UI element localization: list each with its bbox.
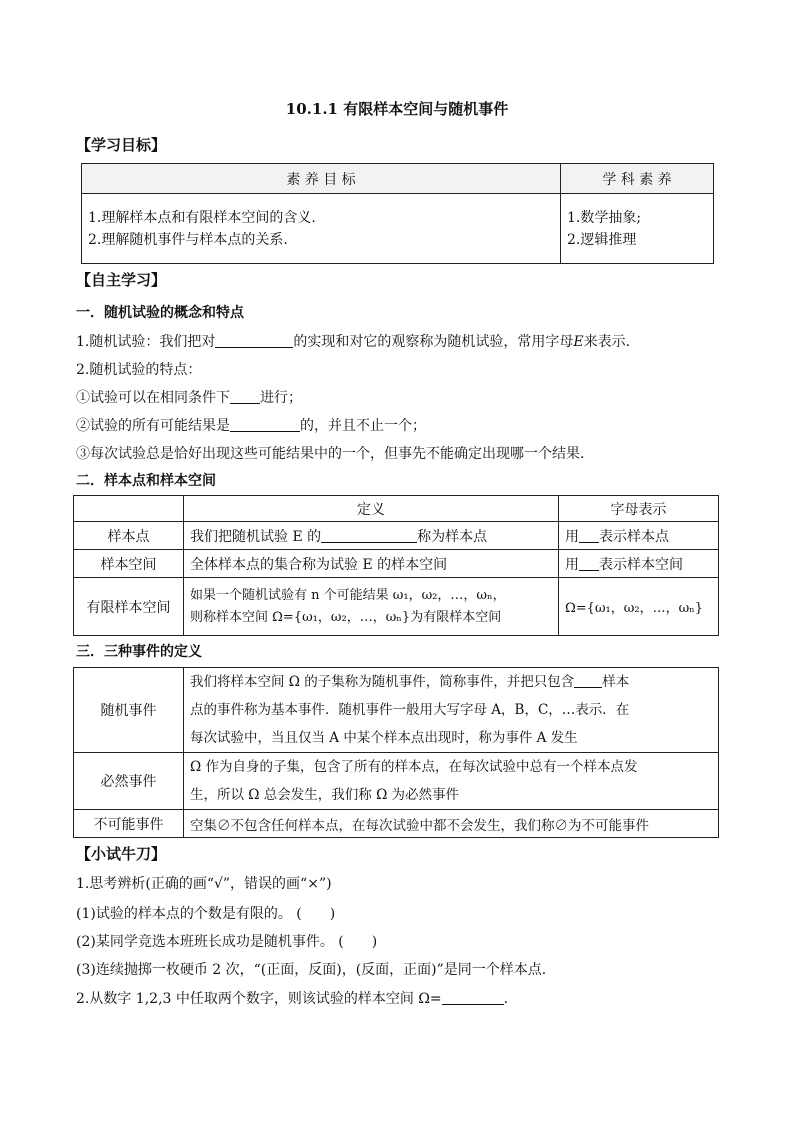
definition-cell: 我们将样本空间 Ω 的子集称为随机事件，简称事件，并把只包含 样本 点的事件称为基本事件．随机事件一般用大写字母 A，B，C，…表示．在 每次试验中，当且仅当 A 中某个样本点出现时，称为事件 A 发生 xyxy=(184,668,719,753)
row-name: 样本点 xyxy=(74,522,184,550)
row-name: 必然事件 xyxy=(74,753,184,810)
section-2-heading: 二．样本点和样本空间 xyxy=(76,473,216,489)
question-1-1: (1)试验的样本点的个数是有限的。 ( ) xyxy=(76,906,336,922)
goals-col-header: 素 养 目 标 xyxy=(82,164,561,194)
fill-blank[interactable] xyxy=(230,389,260,404)
selfstudy-heading: 【自主学习】 xyxy=(76,271,167,289)
symbol-cell: 用 表示样本空间 xyxy=(559,550,719,578)
question-1-3: (3)连续抛掷一枚硬币 2 次，“(正面，反面)，(反面，正面)”是同一个样本点. xyxy=(76,962,547,978)
question-1-2: (2)某同学竞选本班班长成功是随机事件。 ( ) xyxy=(76,934,378,950)
page-title: 10.1.1 有限样本空间与随机事件 xyxy=(285,100,509,118)
literacy-item: 1.数学抽象; xyxy=(567,209,642,226)
definition-cell: 全体样本点的集合称为试验 E 的样本空间 xyxy=(184,550,559,578)
symbol-header: 字母表示 xyxy=(559,496,719,522)
goals-heading: 【学习目标】 xyxy=(76,136,167,154)
symbol-cell: Ω={ω₁，ω₂，…，ωₙ} xyxy=(559,578,719,636)
literacy-cell xyxy=(561,194,714,264)
text-line-1: 1.随机试验：我们把对 的实现和对它的观察称为随机试验，常用字母E来表示. xyxy=(76,334,631,350)
goals-cell xyxy=(82,194,561,264)
fill-blank[interactable] xyxy=(230,417,300,432)
definition-cell: 如果一个随机试验有 n 个可能结果 ω₁，ω₂，…，ωₙ， 则称样本空间 Ω={ω₁，ω₂，…，ωₙ}为有限样本空间 xyxy=(184,578,559,636)
goal-item: 1.理解样本点和有限样本空间的含义. xyxy=(88,209,316,226)
goal-item: 2.理解随机事件与样本点的关系. xyxy=(88,231,288,248)
text-line-4: ②试验的所有可能结果是 的，并且不止一个； xyxy=(76,418,426,434)
question-2: 2.从数字 1,2,3 中任取两个数字，则该试验的样本空间 Ω= . xyxy=(76,991,509,1007)
goals-table xyxy=(81,163,714,264)
row-name: 有限样本空间 xyxy=(74,578,184,636)
row-name: 随机事件 xyxy=(74,668,184,753)
fill-blank[interactable] xyxy=(215,333,293,348)
text-line-5: ③每次试验总是恰好出现这些可能结果中的一个，但事先不能确定出现哪一个结果. xyxy=(76,446,585,462)
row-name: 样本空间 xyxy=(74,550,184,578)
section-3-heading: 三．三种事件的定义 xyxy=(76,644,202,660)
events-table xyxy=(73,667,719,838)
section-1-heading: 一．随机试验的概念和特点 xyxy=(76,305,244,321)
definition-cell: 空集∅不包含任何样本点，在每次试验中都不会发生，我们称∅为不可能事件 xyxy=(184,810,719,838)
fill-blank[interactable] xyxy=(321,528,417,543)
definition-cell: 我们把随机试验 E 的 称为样本点 xyxy=(184,522,559,550)
question-1: 1.思考辨析(正确的画“√”，错误的画“×”) xyxy=(76,876,332,892)
literacy-item: 2.逻辑推理 xyxy=(567,231,637,248)
practice-heading: 【小试牛刀】 xyxy=(76,845,167,863)
text-line-3: ①试验可以在相同条件下 进行； xyxy=(76,390,302,406)
fill-blank[interactable] xyxy=(579,556,599,571)
text-line-2: 2.随机试验的特点： xyxy=(76,362,202,378)
definition-cell: Ω 作为自身的子集，包含了所有的样本点，在每次试验中总有一个样本点发 生，所以 Ω 总会发生，我们称 Ω 为必然事件 xyxy=(184,753,719,810)
definition-header: 定义 xyxy=(184,496,559,522)
sample-space-table xyxy=(73,495,719,636)
fill-blank[interactable] xyxy=(574,673,602,688)
fill-blank[interactable] xyxy=(579,528,599,543)
symbol-cell: 用 表示样本点 xyxy=(559,522,719,550)
literacy-col-header: 学 科 素 养 xyxy=(561,164,714,194)
row-name: 不可能事件 xyxy=(74,810,184,838)
fill-blank[interactable] xyxy=(442,990,504,1005)
